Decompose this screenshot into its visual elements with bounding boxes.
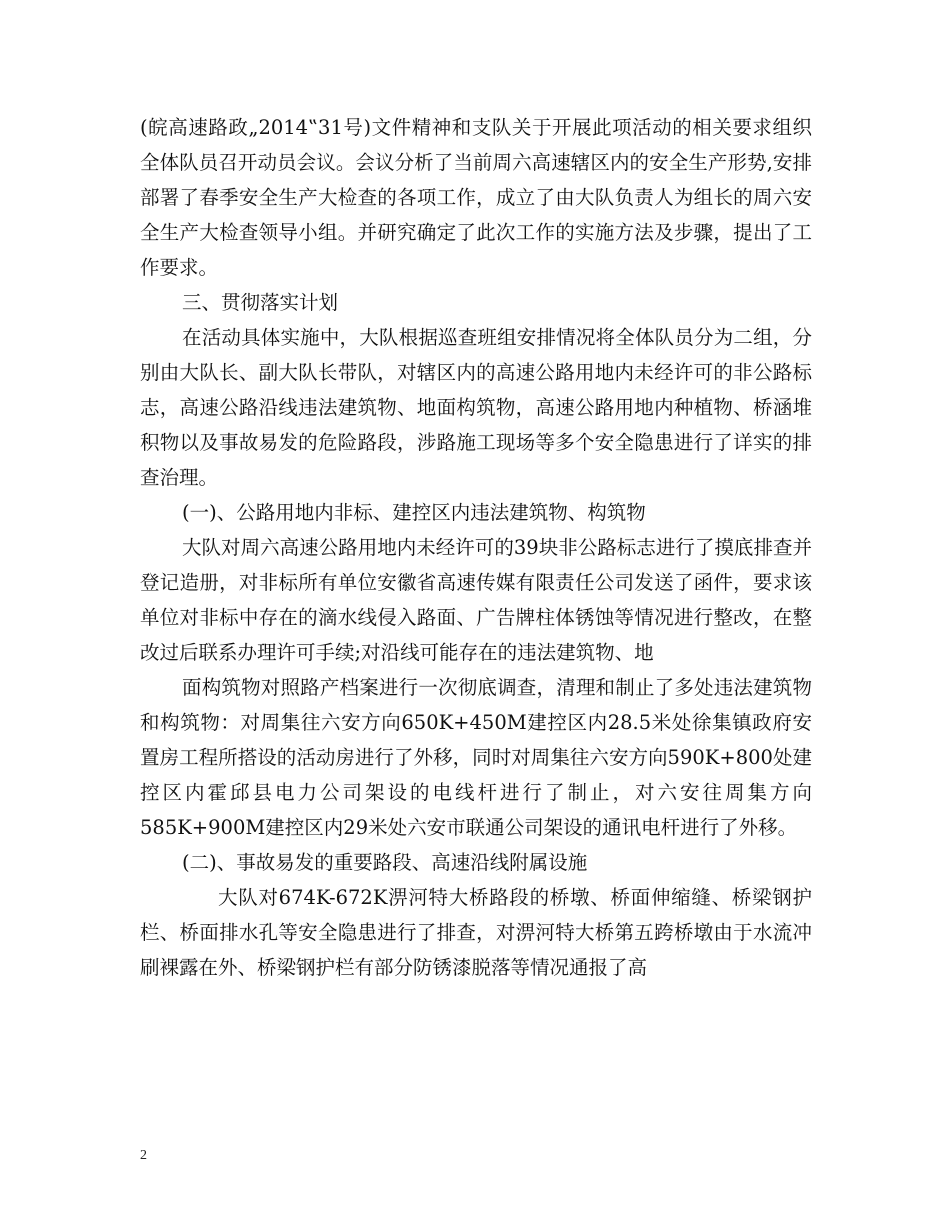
document-body bbox=[140, 110, 812, 985]
section-heading-implementation: 三、贯彻落实计划 bbox=[182, 291, 339, 314]
subheading-accident-prone-sections: (二)、事故易发的重要路段、高速沿线附属设施 bbox=[182, 851, 588, 874]
page-number: 2 bbox=[140, 1148, 147, 1163]
subheading-illegal-buildings: (一)、公路用地内非标、建控区内违法建筑物、构筑物 bbox=[182, 501, 646, 524]
paragraph-structure-cleanup: 面构筑物对照路产档案进行一次彻底调查，清理和制止了多处违法建筑物和构筑物：对周集往六安方向650K+450M建控区内28.5米处徐集镇政府安置房工程所搭设的活动房进行了外移，同时对周集往六安方向590K+800处建控区内霍邱县电力公司架设的电线杆进行了制止，对六安往周集方向585K+900M建控区内29米处六安市联通公司架设的通讯电杆进行了外移。 bbox=[140, 676, 812, 839]
paragraph-bridge-inspection: 大队对674K-672K淠河特大桥路段的桥墩、桥面伸缩缝、桥梁钢护栏、桥面排水孔等安全隐患进行了排查，对淠河特大桥第五跨桥墩由于水流冲刷裸露在外、桥梁钢护栏有部分防锈漆脱落等情况通报了高 bbox=[140, 886, 812, 979]
paragraph-meeting-summary: (皖高速路政„2014‟31号)文件精神和支队关于开展此项活动的相关要求组织全体队员召开动员会议。会议分析了当前周六高速辖区内的安全生产形势,安排部署了春季安全生产大检查的各项工作，成立了由大队负责人为组长的周六安全生产大检查领导小组。并研究确定了此次工作的实施方法及步骤，提出了工作要求。 bbox=[140, 116, 812, 279]
paragraph-implementation: 在活动具体实施中，大队根据巡查班组安排情况将全体队员分为二组，分别由大队长、副大队长带队，对辖区内的高速公路用地内未经许可的非公路标志，高速公路沿线违法建筑物、地面构筑物，高速公路用地内种植物、桥涵堆积物以及事故易发的危险路段，涉路施工现场等多个安全隐患进行了详实的排查治理。 bbox=[140, 326, 812, 489]
paragraph-signage-inspection: 大队对周六高速公路用地内未经许可的39块非公路标志进行了摸底排查并登记造册，对非标所有单位安徽省高速传媒有限责任公司发送了函件，要求该单位对非标中存在的滴水线侵入路面、广告牌柱体锈蚀等情况进行整改，在整改过后联系办理许可手续;对沿线可能存在的违法建筑物、地 bbox=[140, 536, 812, 664]
